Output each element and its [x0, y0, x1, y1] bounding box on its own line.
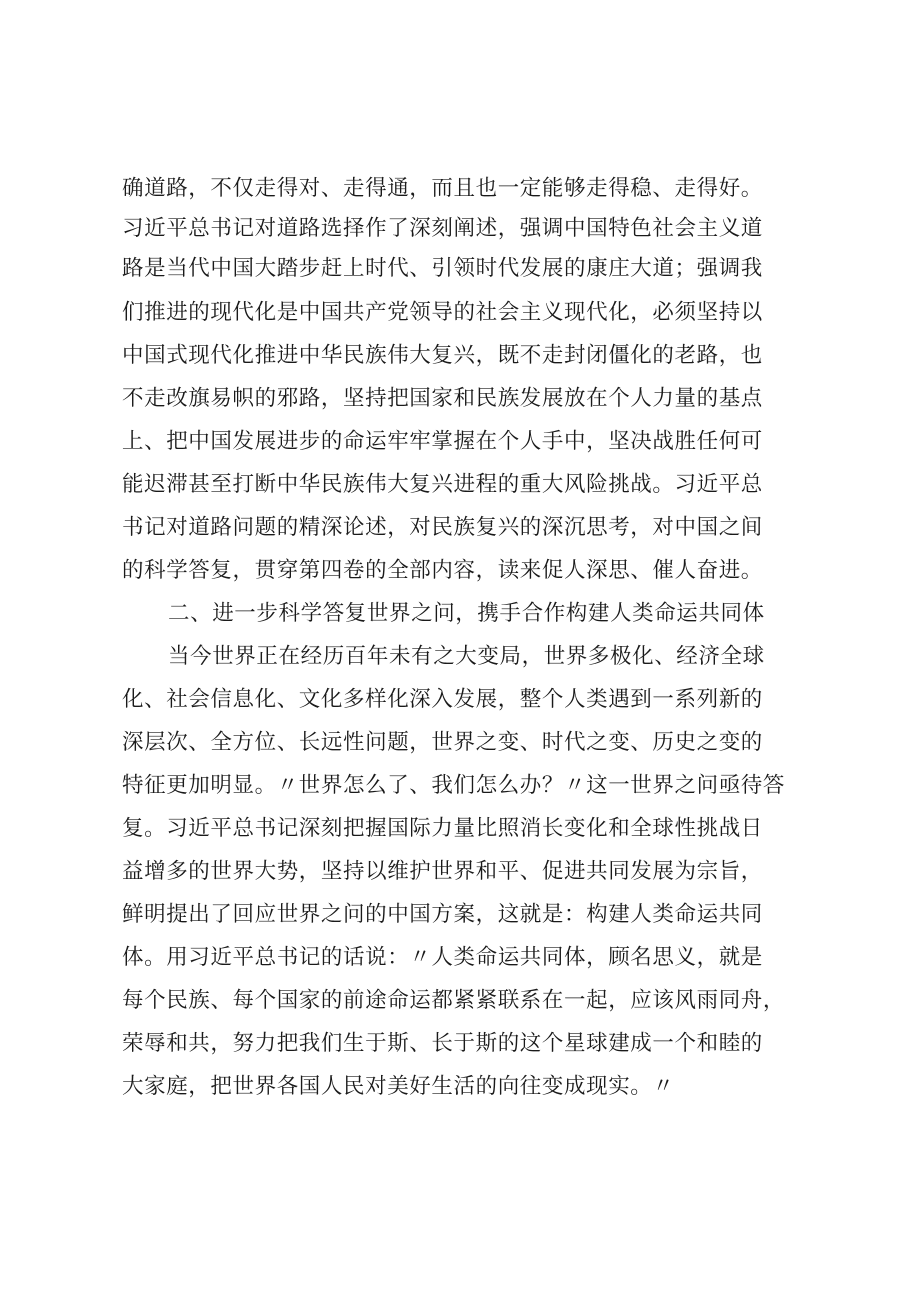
text-line: 深层次、全方位、长远性问题，世界之变、时代之变、历史之变的 — [122, 730, 763, 755]
text-line: 确道路，不仅走得对、走得通，而且也一定能够走得稳、走得好。 — [122, 176, 763, 201]
text-line: 鲜明提出了回应世界之问的中国方案，这就是：构建人类命运共同 — [122, 902, 763, 927]
text-line: 益增多的世界大势，坚持以维护世界和平、促进共同发展为宗旨， — [122, 859, 763, 884]
text-line: 复。习近平总书记深刻把握国际力量比照消长变化和全球性挑战日 — [122, 816, 763, 841]
text-line: 体。用习近平总书记的话说：〃人类命运共同体，顾名思义，就是 — [122, 945, 763, 970]
text-line: 荣辱和共，努力把我们生于斯、长于斯的这个星球建成一个和睦的 — [122, 1031, 763, 1056]
text-line: 们推进的现代化是中国共产党领导的社会主义现代化，必须坚持以 — [122, 300, 763, 325]
text-line: 不走改旗易帜的邪路，坚持把国家和民族发展放在个人力量的基点 — [122, 386, 763, 411]
text-line: 的科学答复，贯穿第四卷的全部内容，读来促人深思、催人奋进。 — [122, 558, 763, 583]
text-line: 大家庭，把世界各国人民对美好生活的向往变成现实。〃 — [122, 1074, 675, 1099]
text-line: 中国式现代化推进中华民族伟大复兴，既不走封闭僵化的老路，也 — [122, 343, 763, 368]
text-line: 习近平总书记对道路选择作了深刻阐述，强调中国特色社会主义道 — [122, 216, 763, 241]
text-line: 书记对道路问题的精深论述，对民族复兴的深沉思考，对中国之间 — [122, 515, 763, 540]
text-line: 上、把中国发展进步的命运牢牢掌握在个人手中，坚决战胜任何可 — [122, 429, 763, 454]
text-line: 特征更加明显。〃世界怎么了、我们怎么办？〃这一世界之问亟待答 — [122, 773, 786, 798]
paragraph-first-line: 当今世界正在经历百年未有之大变局，世界多极化、经济全球 — [168, 644, 765, 669]
text-line: 能迟滞甚至打断中华民族伟大复兴进程的重大风险挑战。习近平总 — [122, 472, 763, 497]
text-line: 路是当代中国大踏步赶上时代、引领时代发展的康庄大道；强调我 — [122, 256, 763, 281]
text-line: 化、社会信息化、文化多样化深入发展，整个人类遇到一系列新的 — [122, 687, 763, 712]
text-line: 每个民族、每个国家的前途命运都紧紧联系在一起，应该风雨同舟， — [122, 988, 786, 1013]
section-heading: 二、进一步科学答复世界之问，携手合作构建人类命运共同体 — [168, 601, 765, 626]
